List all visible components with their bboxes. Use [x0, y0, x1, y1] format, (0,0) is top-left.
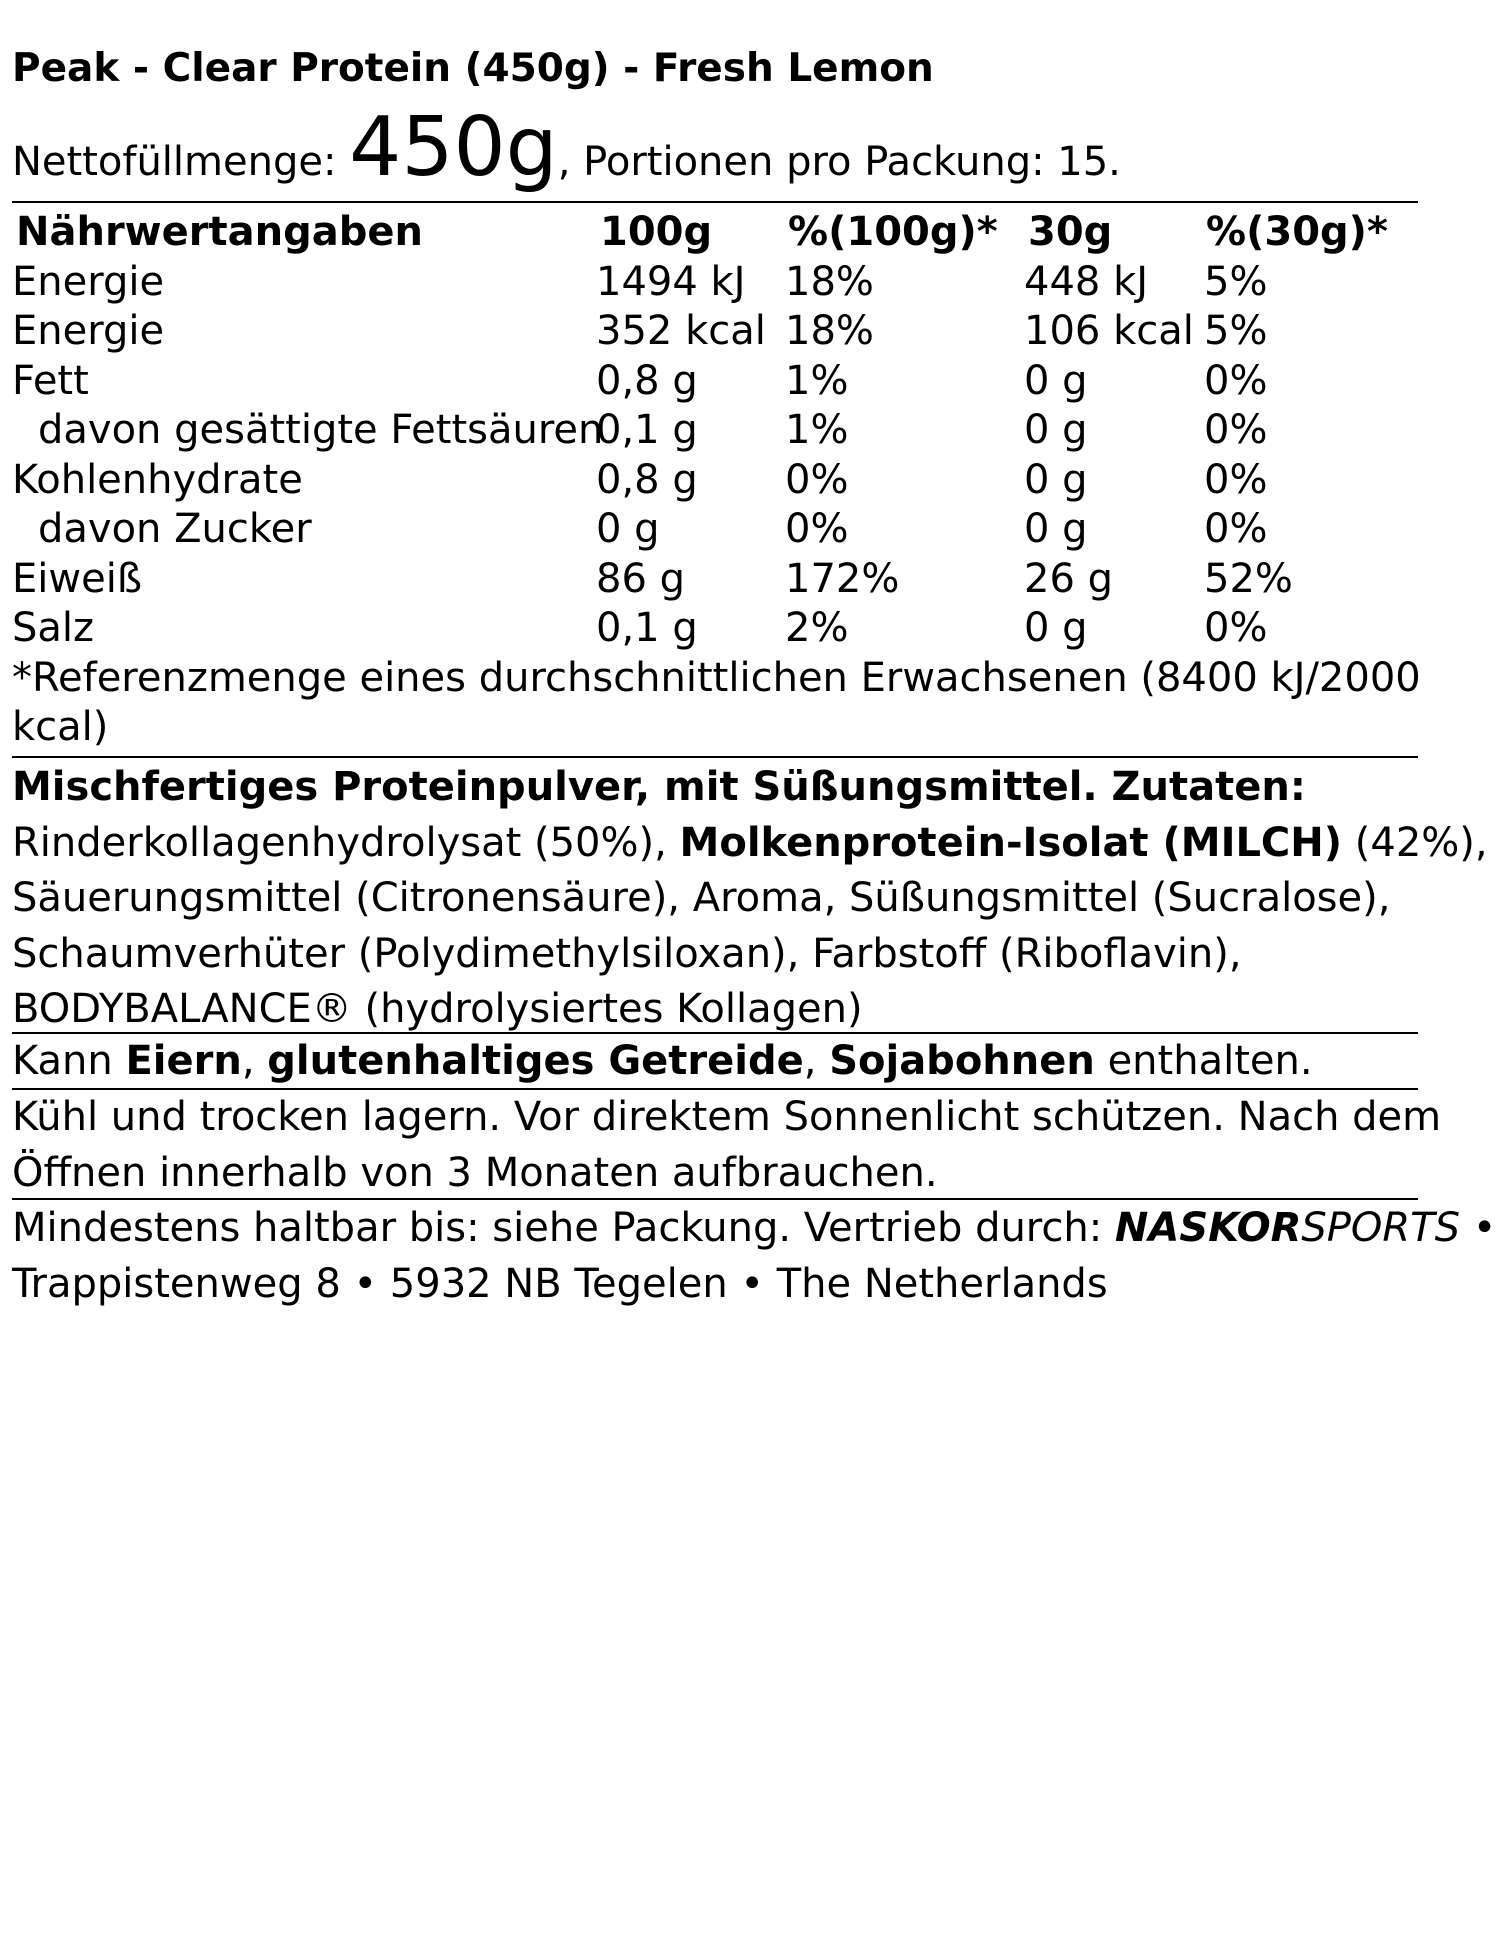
ingredient-text: (42%), [1342, 819, 1488, 866]
nutrition-row [12, 357, 1422, 407]
pct-100g: 1% [785, 407, 849, 453]
allergen-text: enthalten. [1094, 1038, 1313, 1084]
nutrient-name: Energie [12, 258, 165, 305]
nutrient-name: Salz [12, 605, 95, 651]
pct-30g: 52% [1204, 555, 1293, 602]
nutrient-name: davon gesättigte Fettsäuren [38, 407, 604, 453]
value-100g: 0,1 g [596, 605, 698, 651]
footnote-line: kcal) [12, 704, 109, 750]
footnote-line: *Referenzmenge eines durchschnittlichen Erwachsenen (8400 kJ/2000 [12, 654, 1421, 701]
pct-100g: 0% [785, 456, 849, 503]
value-100g: 1494 kJ [596, 258, 746, 305]
pct-30g: 0% [1204, 506, 1268, 552]
value-100g: 0,1 g [596, 407, 698, 453]
allergen: Sojabohnen [829, 1038, 1095, 1084]
nutrient-name: Kohlenhydrate [12, 456, 303, 503]
value-100g: 0,8 g [596, 357, 698, 404]
pct-100g: 18% [785, 258, 874, 305]
pct-100g: 0% [785, 506, 849, 552]
distributor-text: Mindestens haltbar bis: siehe Packung. Vertrieb durch: [12, 1205, 1115, 1251]
pct-30g: 0% [1204, 357, 1268, 404]
storage-line: Öffnen innerhalb von 3 Monaten aufbrauchen. [12, 1149, 938, 1196]
brand-logo-bold: NASKOR [1114, 1205, 1302, 1251]
value-100g: 86 g [596, 555, 686, 602]
pct-100g: 1% [785, 357, 849, 404]
portions-label: Portionen pro Packung: [583, 139, 1045, 185]
pct-30g: 0% [1204, 456, 1268, 503]
value-30g: 0 g [1024, 357, 1088, 404]
distributor-address: Trappistenweg 8 • 5932 NB Tegelen • The Netherlands [12, 1260, 1108, 1307]
product-title: Peak - Clear Protein (450g) - Fresh Lemon [12, 46, 934, 91]
value-30g: 106 kcal [1024, 308, 1194, 354]
header-30g: 30g [1028, 209, 1113, 255]
header-nutrient: Nährwertangaben [16, 209, 423, 255]
nutrition-row [12, 604, 1422, 654]
footnote [12, 654, 1422, 753]
header-pct-100g: %(100g)* [788, 209, 998, 255]
value-30g: 0 g [1024, 605, 1088, 651]
divider [12, 1198, 1418, 1200]
nutrition-header-row [12, 208, 1422, 258]
nutrient-name: Energie [12, 308, 165, 354]
portions-value: 15. [1057, 139, 1121, 185]
pct-30g: 0% [1204, 407, 1268, 453]
divider [12, 201, 1418, 203]
ingredients-heading: Mischfertiges Proteinpulver, mit Süßungsmittel. Zutaten: [12, 764, 1306, 810]
distributor-text: • [1460, 1205, 1496, 1251]
allergen: glutenhaltiges Getreide [267, 1038, 804, 1084]
storage-notice [12, 1090, 1442, 1201]
nutrition-row [12, 258, 1422, 308]
net-quantity-line [12, 100, 1121, 210]
nutrition-row [12, 505, 1422, 555]
allergen-sep: , [803, 1038, 830, 1084]
ingredients-line: BODYBALANCE® (hydrolysiertes Kollagen) [12, 986, 863, 1032]
pct-100g: 2% [785, 605, 849, 651]
ingredient-text: Rinderkollagenhydrolysat (50%), [12, 819, 680, 866]
header-pct-30g: %(30g)* [1206, 209, 1388, 255]
ingredients-line [12, 816, 1488, 872]
nutrient-name: davon Zucker [38, 506, 312, 552]
value-30g: 26 g [1024, 555, 1114, 602]
pct-30g: 5% [1204, 258, 1268, 305]
pct-30g: 0% [1204, 605, 1268, 651]
nutrition-table [12, 208, 1422, 753]
net-label: Nettofüllmenge: [12, 139, 337, 185]
nutrition-row [12, 456, 1422, 506]
nutrient-name: Eiweiß [12, 555, 143, 602]
value-30g: 0 g [1024, 456, 1088, 503]
brand-logo-italic: SPORTS [1301, 1205, 1461, 1251]
ingredient-allergen: Molkenprotein-Isolat (MILCH) [679, 819, 1343, 866]
ingredients-line: Säuerungsmittel (Citronensäure), Aroma, Süßungsmittel (Sucralose), [12, 875, 1391, 921]
divider [12, 756, 1418, 758]
ingredients-line: Schaumverhüter (Polydimethylsiloxan), Farbstoff (Riboflavin), [12, 930, 1242, 977]
net-separator: , [557, 139, 571, 185]
allergen: Eiern [125, 1038, 242, 1084]
pct-100g: 172% [785, 555, 900, 602]
nutrient-name: Fett [12, 357, 89, 404]
nutrition-row [12, 406, 1422, 456]
allergen-sep: , [241, 1038, 268, 1084]
ingredients-section [12, 760, 1488, 1038]
value-30g: 0 g [1024, 407, 1088, 453]
value-100g: 352 kcal [596, 308, 766, 354]
storage-line: Kühl und trocken lagern. Vor direktem Sonnenlicht schützen. Nach dem [12, 1094, 1442, 1140]
value-100g: 0 g [596, 506, 660, 552]
value-30g: 0 g [1024, 506, 1088, 552]
nutrition-row [12, 555, 1422, 605]
allergen-notice [12, 1034, 1432, 1090]
pct-100g: 18% [785, 308, 874, 354]
header-100g: 100g [600, 209, 713, 255]
allergen-text: Kann [12, 1038, 126, 1084]
value-100g: 0,8 g [596, 456, 698, 503]
value-30g: 448 kJ [1024, 258, 1149, 305]
nutrition-row [12, 307, 1422, 357]
pct-30g: 5% [1204, 308, 1268, 354]
net-value: 450g [349, 100, 558, 195]
distributor-info [12, 1201, 1496, 1312]
